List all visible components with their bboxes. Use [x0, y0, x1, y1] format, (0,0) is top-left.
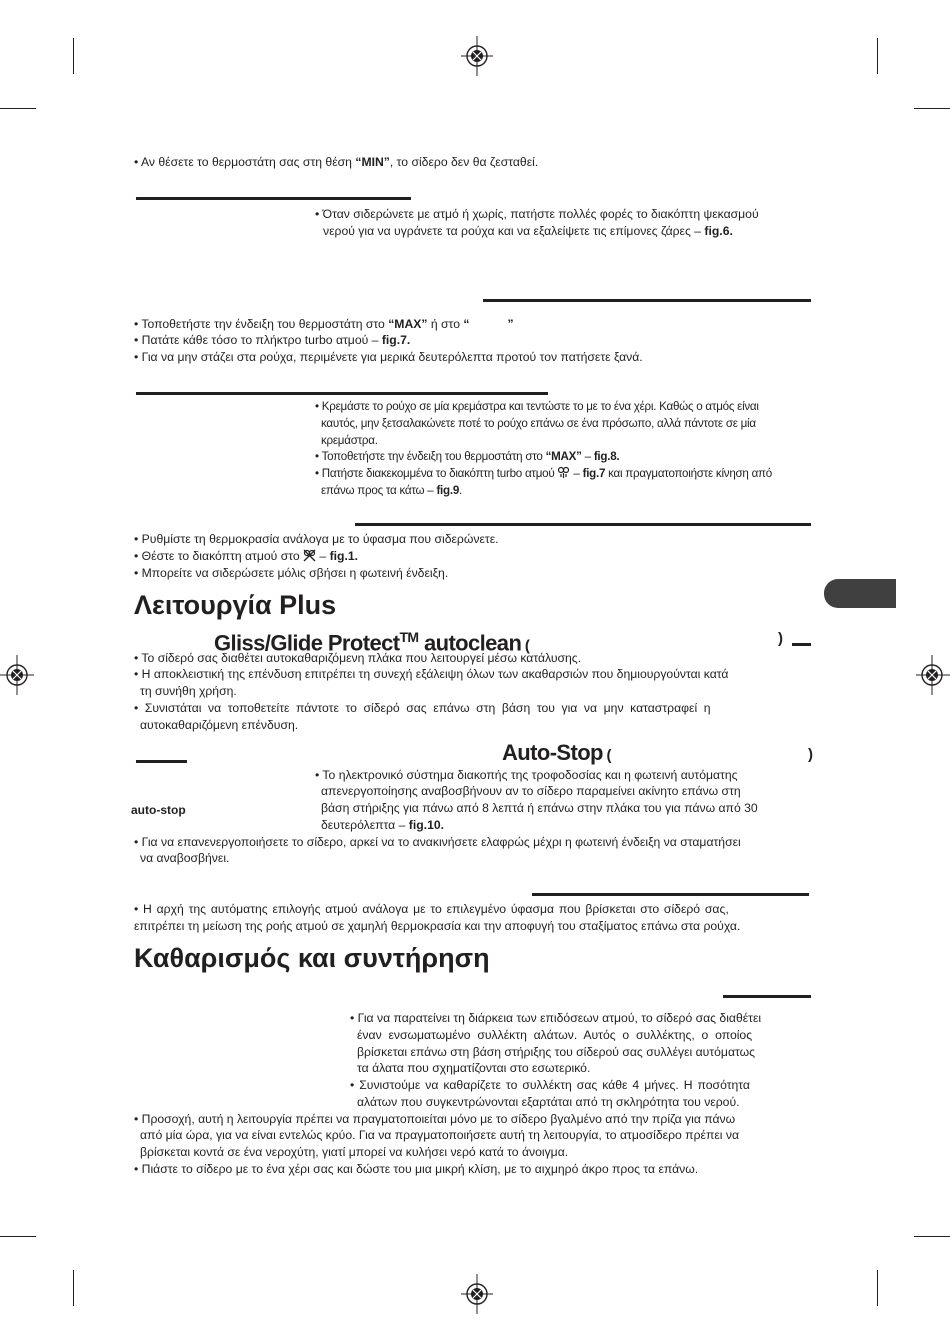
dry-line-2	[134, 548, 358, 565]
autostop-line-2: απενεργοποίησης αναβοσβήνουν αν το σίδερο παραμείνει ακίνητο επάνω στη	[321, 784, 741, 798]
text: Auto-Stop	[502, 740, 603, 765]
crop-mark	[914, 1236, 950, 1237]
auto-steam-line-2: επιτρέπει τη μείωση της ροής ατμού σε χαμηλή θερμοκρασία και την αποφυγή του σταξίματος επάνω στα ρούχα.	[134, 919, 741, 933]
autostop-heading	[502, 740, 611, 769]
text: –	[581, 450, 594, 463]
cleaning-line-4: τα άλατα που σχηματίζονται στο εσωτερικό.	[357, 1061, 591, 1075]
figure-ref: fig.9	[436, 484, 460, 497]
vertical-line-4	[315, 449, 619, 466]
turbo-line-2	[134, 332, 410, 349]
cleaning-warning-2: από μία ώρα, για να είναι εντελώς κρύο. Για να πραγματοποιήσετε αυτή τη λειτουργία, το ατμοσίδερο πρέπει να	[140, 1128, 740, 1142]
figure-ref: fig.1.	[329, 549, 359, 563]
text: , το σίδερο δεν θα ζεσταθεί.	[389, 155, 539, 169]
autostop-paren-close: )	[808, 746, 813, 763]
text: και πραγματοποιήστε κίνηση από	[605, 467, 772, 480]
cleaning-warning-4: • Πιάστε το σίδερο με το ένα χέρι σας και δώστε του μια μικρή κλίση, με το αιχμηρό άκρο προς τα επάνω.	[134, 1162, 699, 1176]
registration-mark-icon	[914, 655, 950, 695]
figure-ref: fig.10.	[408, 818, 445, 832]
section-rule	[483, 299, 811, 302]
crop-mark	[73, 38, 74, 74]
section-rule	[532, 893, 809, 896]
autostop-reactivate-1: • Για να επανενεργοποιήσετε το σίδερο, αρκεί να το ανακινήσετε ελαφρώς μέχρι η φωτεινή ένδειξη να σταματήσει	[134, 835, 741, 849]
text: • Τοποθετήστε την ένδειξη του θερμοστάτη στο	[134, 317, 389, 331]
text: “MIN”	[355, 155, 390, 169]
crop-mark	[914, 108, 950, 109]
text: “MAX”	[545, 450, 582, 463]
text: .	[459, 484, 463, 497]
text: “MAX”	[388, 317, 428, 331]
text: (	[521, 637, 530, 655]
registration-mark-icon	[459, 1274, 495, 1314]
plus-bullet-2b: τη συνήθη χρήση.	[140, 684, 237, 698]
crop-mark	[0, 1236, 36, 1237]
gliss-paren-close: )	[778, 630, 783, 647]
autostop-line-3: βάση στήριξης για πάνω από 8 λεπτά ή επάνω στην πλάκα του για πάνω από 30	[321, 801, 758, 815]
text: –	[570, 467, 583, 480]
vertical-line-5	[315, 466, 772, 483]
cleaning-line-1: • Για να παρατείνει τη διάρκεια των επιδόσεων ατμού, το σίδερό σας διαθέτει	[350, 1011, 762, 1025]
section-rule	[792, 643, 811, 646]
cleaning-warning-3: βρίσκεται κοντά σε ένα νεροχύτη, γιατί μπορεί να κυλήσει νερό κατά το άνοιγμα.	[140, 1145, 569, 1159]
text: • Τοποθετήστε την ένδειξη του θερμοστάτη στο	[315, 450, 546, 463]
dry-line-3: • Μπορείτε να σιδερώσετε μόλις σβήσει η φωτεινή ένδειξη.	[134, 566, 449, 580]
spray-line-2	[323, 223, 733, 240]
auto-steam-line-1: • Η αρχή της αυτόματης επιλογής ατμού ανάλογα με το επιλεγμένο ύφασμα που βρίσκεται στο σίδερό σας,	[134, 902, 729, 916]
crop-mark	[877, 1270, 878, 1306]
vertical-line-3: κρεμάστρα.	[321, 434, 378, 447]
turbo-line-1	[134, 316, 514, 333]
section-rule	[355, 523, 811, 526]
plus-bullet-1: • Το σίδερό σας διαθέτει αυτοκαθαριζόμενη πλάκα που λειτουργεί μέσω κατάλυσης.	[134, 651, 582, 665]
autostop-line-1: • Το ηλεκτρονικό σύστημα διακοπής της τροφοδοσίας και η φωτεινή αυτόματης	[315, 768, 738, 782]
plus-heading: Λειτουργία Plus	[134, 590, 337, 620]
figure-ref: fig.7	[582, 467, 606, 480]
text: Gliss/Glide Protect	[214, 630, 400, 656]
crop-mark	[877, 38, 878, 74]
autostop-reactivate-2: να αναβοσβήνει.	[140, 851, 230, 865]
text: • Θέστε το διακόπτη ατμού στο	[134, 549, 304, 563]
dry-line-1: • Ρυθμίστε τη θερμοκρασία ανάλογα με το ύφασμα που σιδερώνετε.	[134, 532, 499, 546]
section-rule	[136, 760, 187, 763]
cleaning-warning-1: • Προσοχή, αυτή η λειτουργία πρέπει να πραγματοποιείται μόνο με το σίδερο βγαλμένο από την πρίζα για πάνω	[134, 1112, 736, 1126]
turbo-steam-icon	[557, 466, 570, 479]
plus-bullet-2a: • Η αποκλειστική της επένδυση επιτρέπει τη συνεχή εξάλειψη όλων των ακαθαρσιών που δημιουργούνται κατά	[134, 667, 729, 681]
no-steam-icon	[303, 549, 316, 562]
crop-mark	[73, 1270, 74, 1306]
cleaning-line-2: έναν ενσωματωμένο συλλέκτη αλάτων. Αυτός ο συλλέκτης, ο οποίος	[357, 1028, 753, 1042]
section-rule	[136, 392, 548, 395]
vertical-line-6	[321, 483, 462, 500]
text: επάνω προς τα κάτω –	[321, 484, 437, 497]
text: • Πατήστε διακεκομμένα το διακόπτη turbo ατμού	[315, 467, 558, 480]
figure-ref: fig.6.	[704, 224, 733, 238]
autostop-side-label: auto-stop	[131, 803, 186, 817]
text: TM	[399, 629, 419, 645]
figure-ref: fig.8.	[593, 450, 620, 463]
section-rule	[136, 197, 411, 200]
cleaning-heading: Καθαρισμός και συντήρηση	[134, 943, 490, 973]
section-rule	[723, 995, 811, 998]
vertical-line-1: • Κρεμάστε το ρούχο σε μία κρεμάστρα και τεντώστε το με το ένα χέρι. Καθώς ο ατμός είναι	[315, 400, 759, 413]
autostop-line-4	[321, 817, 444, 834]
plus-bullet-3b: αυτοκαθαριζόμενη επένδυση.	[140, 718, 299, 732]
cleaning-line-6: αλάτων που συγκεντρώνονται εξαρτάται από τη σκληρότητα του νερού.	[357, 1095, 740, 1109]
figure-ref: fig.7.	[381, 333, 411, 347]
text: ή στο	[427, 317, 464, 331]
text: (	[602, 747, 611, 764]
spray-line-1: • Όταν σιδερώνετε με ατμό ή χωρίς, πατήστε πολλές φορές το διακόπτη ψεκασμού	[315, 207, 759, 221]
text: • Πατάτε κάθε τόσο το πλήκτρο turbo ατμού –	[134, 333, 382, 347]
text: ”	[507, 317, 514, 331]
text: autoclean	[418, 630, 522, 656]
text: νερού για να υγράνετε τα ρούχα και να εξαλείψετε τις επίμονες ζάρες –	[323, 224, 705, 238]
intro-min-line	[134, 154, 538, 171]
text: • Αν θέσετε το θερμοστάτη σας στη θέση	[134, 155, 356, 169]
vertical-line-2: καυτός, μην ξετσαλακώνετε ποτέ το ρούχο επάνω σε ένα πρόσωπο, αλλά πάντοτε σε μία	[321, 417, 756, 430]
cleaning-line-3: βρίσκεται επάνω στη βάση στήριξης του σίδερού σας συλλέγει αυτόματως	[357, 1045, 756, 1059]
text: δευτερόλεπτα –	[321, 818, 409, 832]
registration-mark-icon	[459, 36, 495, 76]
cleaning-line-5: • Συνιστούμε να καθαρίζετε το συλλέκτη σας κάθε 4 μήνες. Η ποσότητα	[350, 1078, 750, 1092]
language-tab	[824, 579, 896, 608]
turbo-line-3: • Για να μην στάζει στα ρούχα, περιμένετε για μερικά δευτερόλεπτα προτού τον πατήσετε ξανά.	[134, 350, 643, 364]
text: “	[463, 317, 470, 331]
crop-mark	[0, 108, 36, 109]
plus-bullet-3a: • Συνιστάται να τοποθετείτε πάντοτε το σίδερό σας επάνω στη βάση του για να μην καταστραφεί η	[134, 701, 711, 715]
text: –	[316, 549, 330, 563]
registration-mark-icon	[0, 655, 36, 695]
